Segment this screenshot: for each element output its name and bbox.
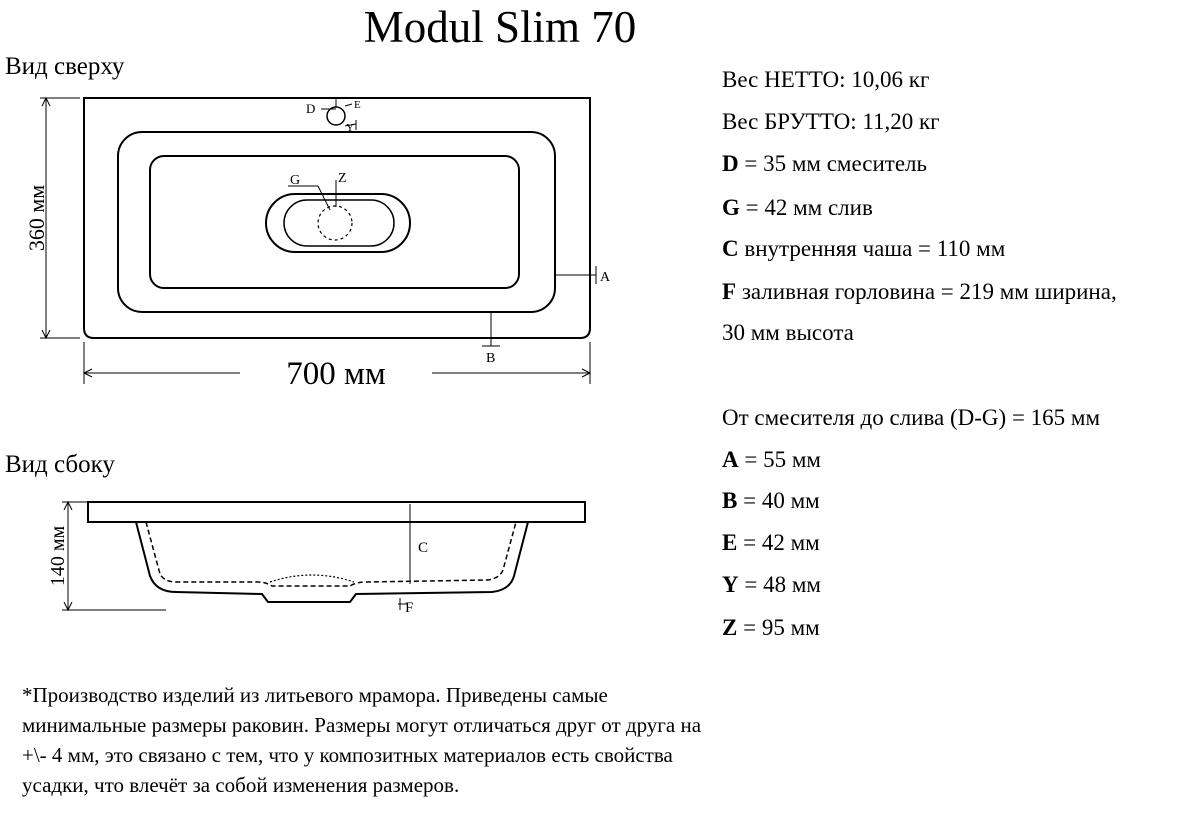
marker-Z: Z	[338, 171, 347, 186]
spec-weight-gross: Вес БРУТТО: 11,20 кг	[722, 109, 940, 134]
side-height-dimension: 140 мм	[47, 525, 69, 587]
drain-recess-outer	[266, 194, 410, 252]
side-view-label: Вид сбоку	[5, 451, 115, 478]
technical-drawing	[0, 0, 720, 660]
side-view-slab	[88, 502, 585, 522]
spec-B: B = 40 мм	[722, 488, 820, 513]
spec-F: F заливная горловина = 219 мм ширина,	[722, 279, 1117, 304]
marker-C: C	[418, 540, 429, 556]
top-view-drawing	[40, 98, 596, 384]
footnote: *Производство изделий из литьевого мрамора. Приведены самые минимальные размеры раковин. Размеры могут отличаться друг от друга на +\- 4 мм, это связано с тем, что у композитных материалов есть свойства усадки, что влечёт за собой изменения размеров.	[22, 683, 702, 797]
spec-D-G-distance: От смесителя до слива (D-G) = 165 мм	[722, 405, 1101, 430]
marker-G: G	[290, 173, 301, 188]
spec-D: D = 35 мм смеситель	[722, 151, 927, 176]
spec-Y: Y = 48 мм	[722, 572, 821, 597]
bowl-outer-rim	[118, 132, 555, 312]
spec-E: E = 42 мм	[722, 530, 820, 555]
side-view-drawing	[62, 502, 585, 610]
marker-Y: Y	[346, 122, 354, 134]
spec-Z: Z = 95 мм	[722, 615, 820, 640]
drain-hole	[318, 206, 352, 240]
spec-weight-net: Вес НЕТТО: 10,06 кг	[722, 67, 930, 92]
spec-A: A = 55 мм	[722, 447, 821, 472]
drain-recess-inner	[284, 200, 394, 246]
top-width-dimension: 700 мм	[286, 356, 386, 392]
marker-A: A	[600, 270, 611, 285]
page-title: Modul Slim 70	[363, 2, 637, 52]
marker-F: F	[405, 600, 414, 616]
bowl-outer-profile	[136, 522, 528, 602]
spec-C: C внутренняя чаша = 110 мм	[722, 236, 1006, 261]
marker-B: B	[486, 351, 496, 366]
marker-D: D	[306, 101, 316, 116]
bowl-inner	[150, 156, 519, 288]
faucet-hole	[327, 107, 345, 125]
marker-E: E	[354, 99, 361, 111]
drain-outlet	[270, 575, 354, 582]
spec-G: G = 42 мм слив	[722, 195, 873, 220]
top-height-dimension: 360 мм	[24, 184, 49, 252]
top-view-outline	[84, 98, 590, 338]
spec-F-height: 30 мм высота	[722, 320, 854, 345]
top-view-label: Вид сверху	[5, 53, 125, 80]
